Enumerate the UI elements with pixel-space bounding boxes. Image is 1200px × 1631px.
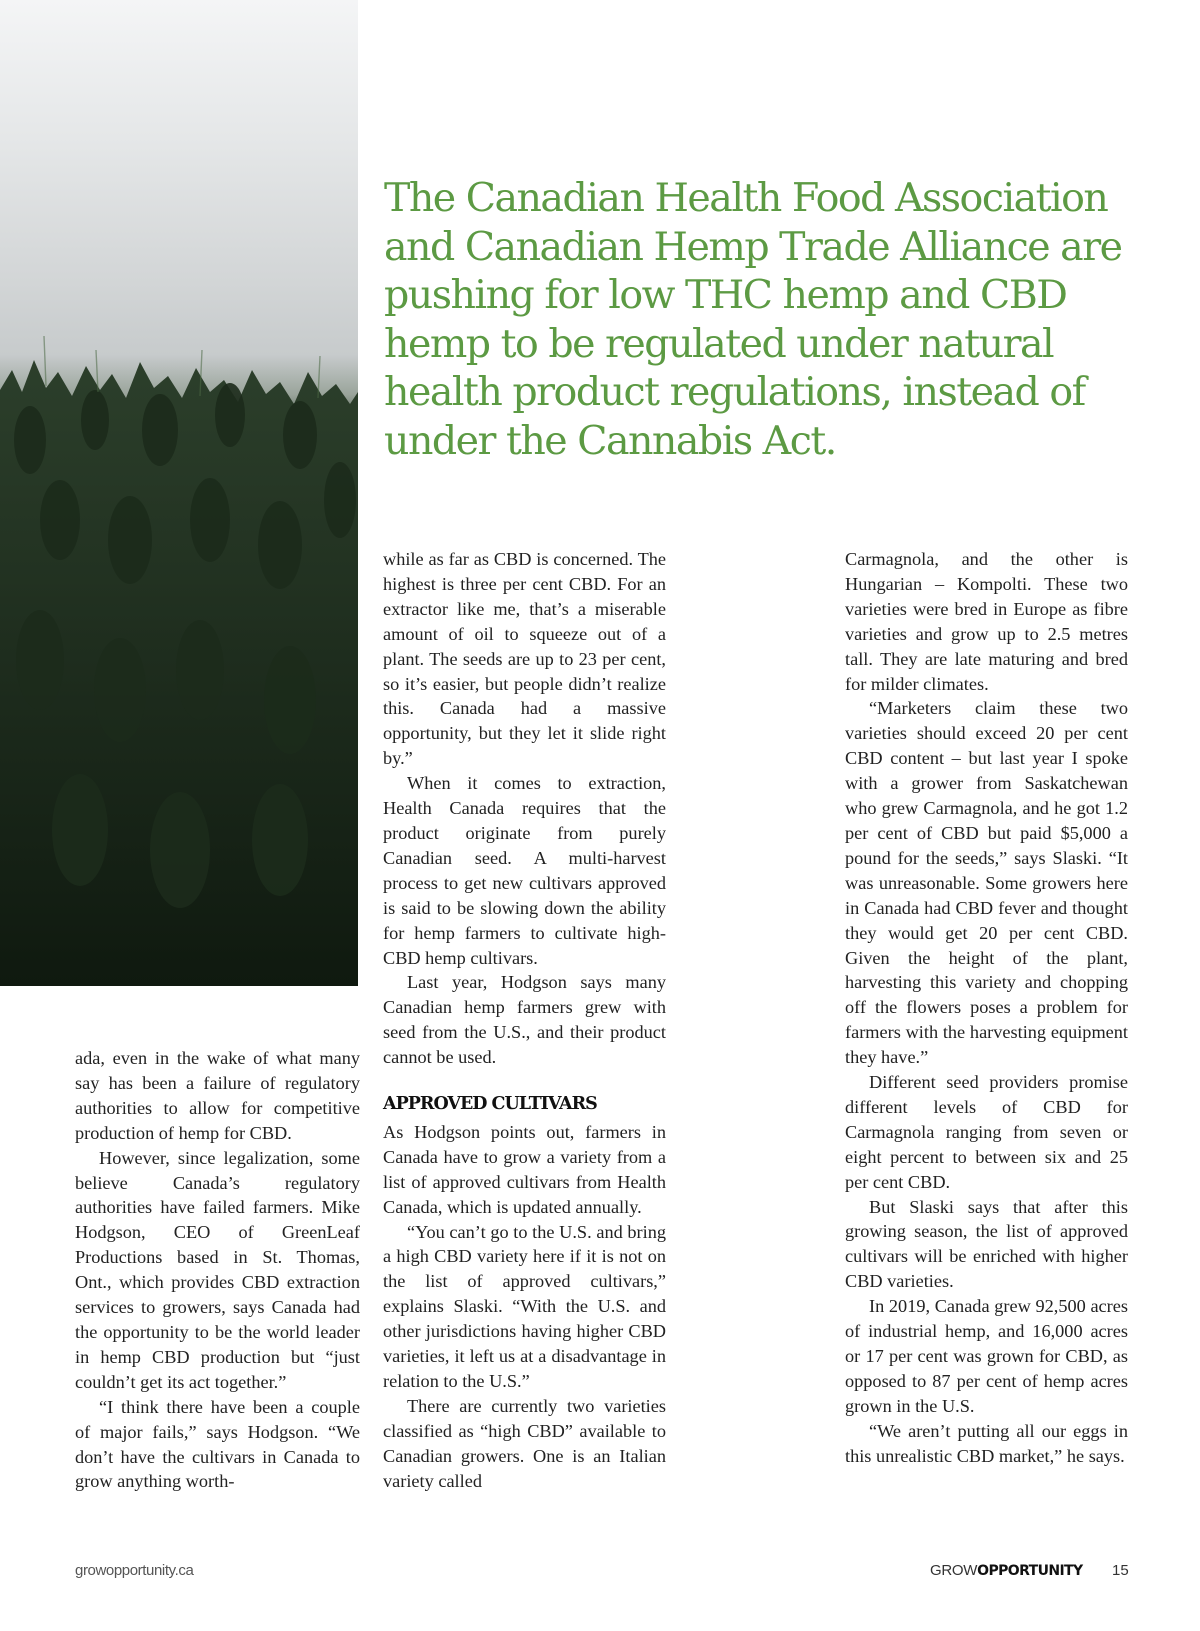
paragraph: Last year, Hodgson says many Canadian hemp farmers grew with seed from the U.S., and their product cannot be used. — [383, 972, 666, 1068]
footer-website: growopportunity.ca — [75, 1562, 194, 1579]
paragraph: “I think there have been a couple of major fails,” says Hodgson. “We don’t have the cultivars in Canada to grow anything worth- — [75, 1396, 360, 1492]
hemp-plants-illustration — [0, 0, 358, 986]
brand-light: GROW — [930, 1562, 978, 1579]
article-column-1 — [75, 1046, 360, 1494]
paragraph: “We aren’t putting all our eggs in this unrealistic CBD market,” he says. — [845, 1420, 1128, 1466]
section-subhead: APPROVED CULTIVARS — [383, 1094, 597, 1115]
paragraph: There are currently two varieties classified as “high CBD” available to Canadian growers. One is an Italian variety called — [383, 1395, 666, 1491]
paragraph: Carmagnola, and the other is Hungarian – Kompolti. These two varieties were bred in Europe as fibre varieties and grow up to 2.5 metres tall. They are late maturing and bred for milder climates. — [845, 549, 1128, 694]
article-column-2 — [383, 547, 666, 1494]
paragraph: As Hodgson points out, farmers in Canada have to grow a variety from a list of approved cultivars from Health Canada, which is updated annually. — [383, 1121, 666, 1217]
paragraph: “Marketers claim these two varieties should exceed 20 per cent CBD content – but last year I spoke with a grower from Saskatchewan who grew Carmagnola, and he got 1.2 per cent of CBD but paid $5,000 a pound for the seeds,” says Slaski. “It was unreasonable. Some growers here in Canada had CBD fever and thought they would get 20 per cent CBD. Given the height of the plant, harvesting this variety and chopping off the flowers poses a problem for farmers with the harvesting equipment they have.” — [845, 698, 1128, 1068]
paragraph: However, since legalization, some believe Canada’s regulatory authorities have failed farmers. Mike Hodgson, CEO of GreenLeaf Productions based in St. Thomas, Ont., which provides CBD extraction services to growers, says Canada had the opportunity to be the world leader in hemp CBD production but “just couldn’t get its act together.” — [75, 1147, 360, 1392]
pull-quote: The Canadian Health Food Association and Canadian Hemp Trade Alliance are pushing for low THC hemp and CBD hemp to be regulated under natural health product regulations, instead of under the Cannabis Act. — [384, 175, 1122, 464]
paragraph: When it comes to extraction, Health Canada requires that the product originate from purely Canadian seed. A multi-harvest process to get new cultivars approved is said to be slowing down the ability for hemp farmers to cultivate high-CBD hemp cultivars. — [383, 773, 666, 968]
page-number: 15 — [1112, 1562, 1129, 1579]
article-column-3 — [845, 547, 1128, 1469]
paragraph: while as far as CBD is concerned. The highest is three per cent CBD. For an extractor like me, that’s a miserable amount of oil to squeeze out of a plant. The seeds are up to 23 per cent, so it’s easier, but people didn’t realize this. Canada had a massive opportunity, but they let it slide right by.” — [383, 549, 666, 769]
brand-bold: OPPORTUNITY — [977, 1563, 1083, 1579]
paragraph: In 2019, Canada grew 92,500 acres of industrial hemp, and 16,000 acres or 17 per cent was grown for CBD, as opposed to 87 per cent of hemp acres grown in the U.S. — [845, 1296, 1128, 1416]
paragraph: Different seed providers promise different levels of CBD for Carmagnola ranging from seven or eight percent to between six and 25 per cent CBD. — [845, 1072, 1128, 1192]
footer-brand — [930, 1562, 1083, 1579]
paragraph: ada, even in the wake of what many say has been a failure of regulatory authorities to allow for competitive production of hemp for CBD. — [75, 1048, 360, 1143]
hemp-field-photo — [0, 0, 358, 986]
paragraph: But Slaski says that after this growing season, the list of approved cultivars will be enriched with higher CBD varieties. — [845, 1196, 1128, 1292]
paragraph: “You can’t go to the U.S. and bring a high CBD variety here if it is not on the list of approved cultivars,” explains Slaski. “With the U.S. and other jurisdictions having higher CBD varieties, it left us at a disadvantage in relation to the U.S.” — [383, 1221, 666, 1391]
